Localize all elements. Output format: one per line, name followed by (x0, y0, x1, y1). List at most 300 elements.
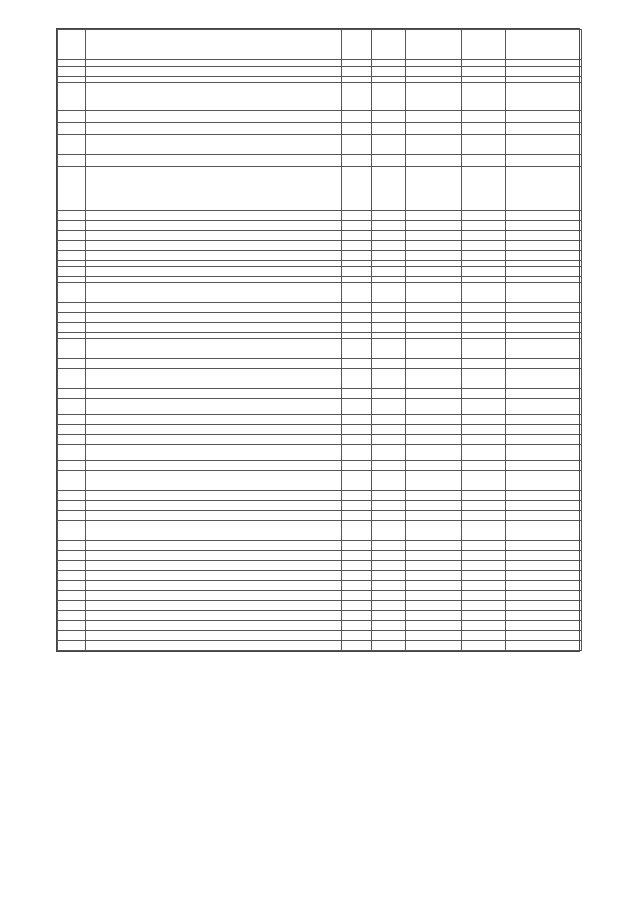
row-podrazdel-cell (372, 67, 406, 77)
row-razdel-cell (342, 561, 372, 571)
row-podrazdel-cell (372, 251, 406, 261)
row-name-cell (86, 241, 342, 251)
row-podrazdel-cell (372, 491, 406, 501)
row-podrazdel-cell (372, 471, 406, 491)
row-razdel-cell (342, 415, 372, 425)
row-target-article-cell (406, 389, 462, 399)
row-target-article-cell (406, 435, 462, 445)
header-podrazdel (372, 30, 406, 60)
row-podrazdel-cell (372, 591, 406, 601)
row-number-cell (58, 323, 86, 333)
row-number-cell (58, 521, 86, 541)
table-row (58, 211, 582, 221)
row-razdel-cell (342, 123, 372, 135)
row-target-article-cell (406, 561, 462, 571)
row-target-article-cell (406, 251, 462, 261)
row-amount-cell (506, 581, 582, 591)
row-number-cell (58, 267, 86, 277)
row-number-cell (58, 415, 86, 425)
table-row (58, 155, 582, 167)
row-expense-kind-cell (462, 389, 506, 399)
row-razdel-cell (342, 389, 372, 399)
row-expense-kind-cell (462, 221, 506, 231)
row-target-article-cell (406, 621, 462, 631)
row-number-cell (58, 389, 86, 399)
row-name-cell (86, 135, 342, 155)
table-row (58, 445, 582, 461)
row-razdel-cell (342, 251, 372, 261)
row-target-article-cell (406, 241, 462, 251)
row-name-cell (86, 359, 342, 369)
table-row (58, 135, 582, 155)
table-row (58, 491, 582, 501)
table-row (58, 389, 582, 399)
row-podrazdel-cell (372, 241, 406, 251)
row-name-cell (86, 641, 342, 651)
row-podrazdel-cell (372, 561, 406, 571)
row-name-cell (86, 461, 342, 471)
row-name-cell (86, 445, 342, 461)
row-number-cell (58, 303, 86, 313)
row-name-cell (86, 313, 342, 323)
row-number-cell (58, 425, 86, 435)
row-podrazdel-cell (372, 541, 406, 551)
row-razdel-cell (342, 359, 372, 369)
row-target-article-cell (406, 369, 462, 389)
row-number-cell (58, 231, 86, 241)
row-name-cell (86, 611, 342, 621)
row-podrazdel-cell (372, 415, 406, 425)
row-podrazdel-cell (372, 641, 406, 651)
table-row (58, 313, 582, 323)
row-amount-cell (506, 67, 582, 77)
row-target-article-cell (406, 123, 462, 135)
row-expense-kind-cell (462, 241, 506, 251)
row-razdel-cell (342, 283, 372, 303)
table-row (58, 111, 582, 123)
row-number-cell (58, 571, 86, 581)
row-name-cell (86, 511, 342, 521)
row-expense-kind-cell (462, 521, 506, 541)
row-name-cell (86, 471, 342, 491)
row-expense-kind-cell (462, 641, 506, 651)
row-expense-kind-cell (462, 511, 506, 521)
table-row (58, 323, 582, 333)
row-podrazdel-cell (372, 399, 406, 415)
column-number-row (58, 60, 582, 67)
row-amount-cell (506, 135, 582, 155)
table-row (58, 415, 582, 425)
row-target-article-cell (406, 323, 462, 333)
header-expense-kind (462, 30, 506, 60)
table-row (58, 541, 582, 551)
row-razdel-cell (342, 67, 372, 77)
row-expense-kind-cell (462, 415, 506, 425)
row-amount-cell (506, 631, 582, 641)
row-podrazdel-cell (372, 221, 406, 231)
row-name-cell (86, 283, 342, 303)
header-target-article (406, 30, 462, 60)
row-name-cell (86, 323, 342, 333)
row-number-cell (58, 611, 86, 621)
row-amount-cell (506, 241, 582, 251)
table-row (58, 511, 582, 521)
row-razdel-cell (342, 435, 372, 445)
row-expense-kind-cell (462, 591, 506, 601)
row-amount-cell (506, 399, 582, 415)
row-name-cell (86, 435, 342, 445)
row-target-article-cell (406, 83, 462, 111)
row-podrazdel-cell (372, 135, 406, 155)
row-razdel-cell (342, 445, 372, 461)
table-row (58, 67, 582, 77)
row-amount-cell (506, 267, 582, 277)
row-expense-kind-cell (462, 461, 506, 471)
row-expense-kind-cell (462, 369, 506, 389)
row-target-article-cell (406, 611, 462, 621)
row-razdel-cell (342, 267, 372, 277)
table-row (58, 461, 582, 471)
column-number (506, 60, 582, 67)
table-row (58, 601, 582, 611)
header-number (58, 30, 86, 60)
row-expense-kind-cell (462, 399, 506, 415)
row-expense-kind-cell (462, 541, 506, 551)
row-name-cell (86, 601, 342, 611)
row-target-article-cell (406, 303, 462, 313)
row-razdel-cell (342, 641, 372, 651)
row-expense-kind-cell (462, 167, 506, 211)
row-expense-kind-cell (462, 611, 506, 621)
row-name-cell (86, 581, 342, 591)
row-podrazdel-cell (372, 313, 406, 323)
row-expense-kind-cell (462, 501, 506, 511)
row-target-article-cell (406, 221, 462, 231)
row-target-article-cell (406, 167, 462, 211)
row-name-cell (86, 155, 342, 167)
row-expense-kind-cell (462, 323, 506, 333)
row-expense-kind-cell (462, 425, 506, 435)
table-row (58, 251, 582, 261)
row-target-article-cell (406, 155, 462, 167)
row-target-article-cell (406, 581, 462, 591)
row-expense-kind-cell (462, 283, 506, 303)
row-name-cell (86, 167, 342, 211)
row-amount-cell (506, 221, 582, 231)
row-razdel-cell (342, 231, 372, 241)
row-name-cell (86, 591, 342, 601)
table-row (58, 471, 582, 491)
row-target-article-cell (406, 501, 462, 511)
budget-table-frame (56, 28, 580, 652)
row-target-article-cell (406, 111, 462, 123)
row-razdel-cell (342, 501, 372, 511)
row-expense-kind-cell (462, 339, 506, 359)
column-number (406, 60, 462, 67)
table-row (58, 399, 582, 415)
row-podrazdel-cell (372, 581, 406, 591)
row-name-cell (86, 221, 342, 231)
row-podrazdel-cell (372, 231, 406, 241)
row-amount-cell (506, 435, 582, 445)
row-expense-kind-cell (462, 267, 506, 277)
row-razdel-cell (342, 313, 372, 323)
header-annual-amount (506, 30, 582, 60)
row-razdel-cell (342, 111, 372, 123)
row-expense-kind-cell (462, 601, 506, 611)
header-razdel (342, 30, 372, 60)
table-body (58, 67, 582, 651)
row-name-cell (86, 231, 342, 241)
row-name-cell (86, 67, 342, 77)
row-amount-cell (506, 111, 582, 123)
column-number (342, 60, 372, 67)
row-target-article-cell (406, 339, 462, 359)
table-row (58, 303, 582, 313)
row-name-cell (86, 415, 342, 425)
row-number-cell (58, 601, 86, 611)
row-expense-kind-cell (462, 631, 506, 641)
row-number-cell (58, 211, 86, 221)
row-target-article-cell (406, 511, 462, 521)
table-row (58, 631, 582, 641)
row-amount-cell (506, 303, 582, 313)
row-name-cell (86, 501, 342, 511)
row-name-cell (86, 83, 342, 111)
row-amount-cell (506, 313, 582, 323)
row-expense-kind-cell (462, 155, 506, 167)
row-number-cell (58, 167, 86, 211)
row-number-cell (58, 155, 86, 167)
header-name (86, 30, 342, 60)
row-podrazdel-cell (372, 425, 406, 435)
row-expense-kind-cell (462, 135, 506, 155)
row-podrazdel-cell (372, 123, 406, 135)
row-target-article-cell (406, 521, 462, 541)
row-amount-cell (506, 83, 582, 111)
row-number-cell (58, 445, 86, 461)
table-row (58, 621, 582, 631)
row-razdel-cell (342, 611, 372, 621)
row-podrazdel-cell (372, 621, 406, 631)
row-expense-kind-cell (462, 303, 506, 313)
row-name-cell (86, 631, 342, 641)
row-number-cell (58, 491, 86, 501)
row-number-cell (58, 313, 86, 323)
row-expense-kind-cell (462, 445, 506, 461)
row-razdel-cell (342, 621, 372, 631)
row-amount-cell (506, 601, 582, 611)
row-target-article-cell (406, 471, 462, 491)
row-name-cell (86, 425, 342, 435)
row-number-cell (58, 283, 86, 303)
row-number-cell (58, 631, 86, 641)
row-amount-cell (506, 211, 582, 221)
row-expense-kind-cell (462, 231, 506, 241)
row-podrazdel-cell (372, 511, 406, 521)
table-row (58, 581, 582, 591)
row-amount-cell (506, 541, 582, 551)
row-expense-kind-cell (462, 67, 506, 77)
row-amount-cell (506, 231, 582, 241)
row-podrazdel-cell (372, 445, 406, 461)
row-amount-cell (506, 461, 582, 471)
row-amount-cell (506, 571, 582, 581)
row-amount-cell (506, 611, 582, 621)
table-row (58, 231, 582, 241)
row-name-cell (86, 551, 342, 561)
row-podrazdel-cell (372, 461, 406, 471)
row-expense-kind-cell (462, 111, 506, 123)
row-target-article-cell (406, 551, 462, 561)
row-podrazdel-cell (372, 303, 406, 313)
table-row (58, 359, 582, 369)
row-number-cell (58, 83, 86, 111)
column-number (86, 60, 342, 67)
row-amount-cell (506, 155, 582, 167)
row-number-cell (58, 123, 86, 135)
row-amount-cell (506, 471, 582, 491)
row-target-article-cell (406, 313, 462, 323)
row-amount-cell (506, 491, 582, 501)
row-podrazdel-cell (372, 521, 406, 541)
row-number-cell (58, 621, 86, 631)
row-razdel-cell (342, 571, 372, 581)
row-name-cell (86, 267, 342, 277)
row-razdel-cell (342, 491, 372, 501)
row-razdel-cell (342, 511, 372, 521)
row-target-article-cell (406, 67, 462, 77)
row-expense-kind-cell (462, 571, 506, 581)
table-row (58, 267, 582, 277)
table-row (58, 369, 582, 389)
row-number-cell (58, 221, 86, 231)
row-target-article-cell (406, 211, 462, 221)
row-amount-cell (506, 551, 582, 561)
row-expense-kind-cell (462, 435, 506, 445)
row-amount-cell (506, 389, 582, 399)
table-row (58, 551, 582, 561)
row-name-cell (86, 521, 342, 541)
row-amount-cell (506, 323, 582, 333)
row-name-cell (86, 251, 342, 261)
row-amount-cell (506, 283, 582, 303)
row-target-article-cell (406, 461, 462, 471)
row-target-article-cell (406, 231, 462, 241)
row-podrazdel-cell (372, 631, 406, 641)
row-number-cell (58, 369, 86, 389)
table-row (58, 641, 582, 651)
row-podrazdel-cell (372, 389, 406, 399)
row-amount-cell (506, 251, 582, 261)
row-razdel-cell (342, 631, 372, 641)
row-name-cell (86, 571, 342, 581)
row-razdel-cell (342, 211, 372, 221)
row-target-article-cell (406, 267, 462, 277)
row-razdel-cell (342, 323, 372, 333)
row-razdel-cell (342, 167, 372, 211)
row-expense-kind-cell (462, 491, 506, 501)
row-razdel-cell (342, 581, 372, 591)
row-amount-cell (506, 425, 582, 435)
row-name-cell (86, 541, 342, 551)
row-number-cell (58, 359, 86, 369)
row-expense-kind-cell (462, 123, 506, 135)
row-razdel-cell (342, 303, 372, 313)
row-expense-kind-cell (462, 211, 506, 221)
table-row (58, 611, 582, 621)
row-number-cell (58, 581, 86, 591)
row-razdel-cell (342, 369, 372, 389)
row-target-article-cell (406, 631, 462, 641)
row-number-cell (58, 135, 86, 155)
row-amount-cell (506, 561, 582, 571)
row-amount-cell (506, 369, 582, 389)
row-podrazdel-cell (372, 83, 406, 111)
column-number (462, 60, 506, 67)
row-razdel-cell (342, 591, 372, 601)
row-number-cell (58, 561, 86, 571)
row-podrazdel-cell (372, 155, 406, 167)
row-number-cell (58, 435, 86, 445)
table-row (58, 591, 582, 601)
row-name-cell (86, 123, 342, 135)
row-name-cell (86, 621, 342, 631)
table-row (58, 283, 582, 303)
row-razdel-cell (342, 241, 372, 251)
row-target-article-cell (406, 359, 462, 369)
row-podrazdel-cell (372, 611, 406, 621)
row-amount-cell (506, 501, 582, 511)
row-razdel-cell (342, 425, 372, 435)
row-amount-cell (506, 339, 582, 359)
row-razdel-cell (342, 339, 372, 359)
row-amount-cell (506, 123, 582, 135)
table-row (58, 241, 582, 251)
budget-table (57, 29, 582, 651)
row-target-article-cell (406, 641, 462, 651)
table-row (58, 221, 582, 231)
row-expense-kind-cell (462, 313, 506, 323)
row-target-article-cell (406, 601, 462, 611)
table-row (58, 83, 582, 111)
row-target-article-cell (406, 399, 462, 415)
row-number-cell (58, 591, 86, 601)
row-podrazdel-cell (372, 435, 406, 445)
row-razdel-cell (342, 541, 372, 551)
row-expense-kind-cell (462, 251, 506, 261)
row-target-article-cell (406, 415, 462, 425)
row-amount-cell (506, 621, 582, 631)
row-number-cell (58, 241, 86, 251)
table-row (58, 521, 582, 541)
row-podrazdel-cell (372, 323, 406, 333)
row-podrazdel-cell (372, 359, 406, 369)
row-number-cell (58, 551, 86, 561)
row-number-cell (58, 461, 86, 471)
row-target-article-cell (406, 491, 462, 501)
table-row (58, 501, 582, 511)
row-target-article-cell (406, 425, 462, 435)
row-name-cell (86, 211, 342, 221)
table-row (58, 561, 582, 571)
row-name-cell (86, 389, 342, 399)
row-number-cell (58, 339, 86, 359)
row-razdel-cell (342, 551, 372, 561)
row-number-cell (58, 67, 86, 77)
row-number-cell (58, 541, 86, 551)
row-expense-kind-cell (462, 359, 506, 369)
